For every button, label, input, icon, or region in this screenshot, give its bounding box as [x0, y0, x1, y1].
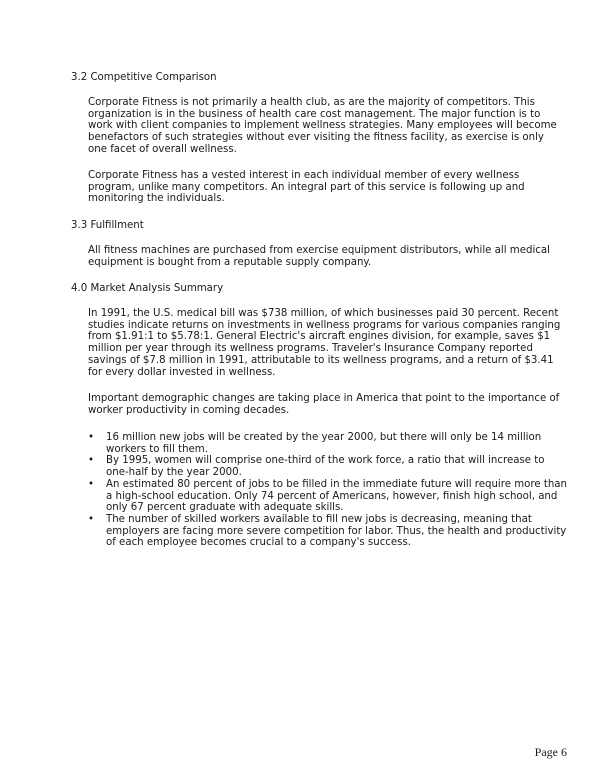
list-item-text: By 1995, women will comprise one-third of the work force, a ratio that will increase to one-half by the year 2000. — [106, 455, 545, 479]
paragraph-competitive-1: Corporate Fitness is not primarily a health club, as are the majority of competitors. This organization is in the business of health care cost management. The major function is to work with client companies to implement wellness strategies. Many employees will become benefactors of such strategies without ever visiting the fitness facility, as exercise is only one facet of overall wellness. — [88, 97, 557, 155]
paragraph-fulfillment: All fitness machines are purchased from exercise equipment distributors, while all medical equipment is bought from a reputable supply company. — [88, 245, 550, 268]
paragraph-competitive-2: Corporate Fitness has a vested interest in each individual member of every wellness program, unlike many competitors. An integral part of this service is following up and monitoring the individuals. — [88, 170, 525, 205]
list-item-text: The number of skilled workers available to fill new jobs is decreasing, meaning that employers are facing more severe competition for labor. Thus, the health and productivity of each employee becomes crucial to a company's success. — [106, 513, 567, 549]
list-item — [88, 455, 568, 478]
list-item-text: An estimated 80 percent of jobs to be filled in the immediate future will require more than a high-school education. Only 74 percent of Americans, however, finish high school, and only 67 percent graduate with adequate skills. — [106, 478, 568, 514]
section-heading-3-3: 3.3 Fulfillment — [71, 220, 144, 231]
bullet-icon: • — [88, 432, 95, 443]
bullet-list — [88, 432, 568, 549]
list-item — [88, 432, 568, 455]
list-item — [88, 514, 568, 549]
list-item — [88, 479, 568, 514]
section-heading-3-2: 3.2 Competitive Comparison — [71, 72, 217, 83]
page-number: Page 6 — [534, 745, 567, 759]
bullet-icon: • — [88, 513, 95, 525]
paragraph-market-2: Important demographic changes are taking place in America that point to the importance of worker productivity in coming decades. — [88, 393, 560, 416]
list-item-text: 16 million new jobs will be created by the year 2000, but there will only be 14 million workers to fill them. — [106, 432, 542, 455]
bullet-icon: • — [88, 478, 95, 490]
bullet-icon: • — [88, 455, 95, 467]
section-heading-4-0: 4.0 Market Analysis Summary — [71, 283, 224, 294]
paragraph-market-1: In 1991, the U.S. medical bill was $738 million, of which businesses paid 30 percent. Recent studies indicate returns on investments in wellness programs for various companies ranging from $1.91:1 to $5.78:1. General Electric's aircraft engines division, for example, saves $1 million per year through its wellness programs. Traveler's Insurance Company reported savings of $7.8 million in 1991, attributable to its wellness programs, and a return of $3.41 for every dollar invested in wellness. — [88, 308, 561, 378]
